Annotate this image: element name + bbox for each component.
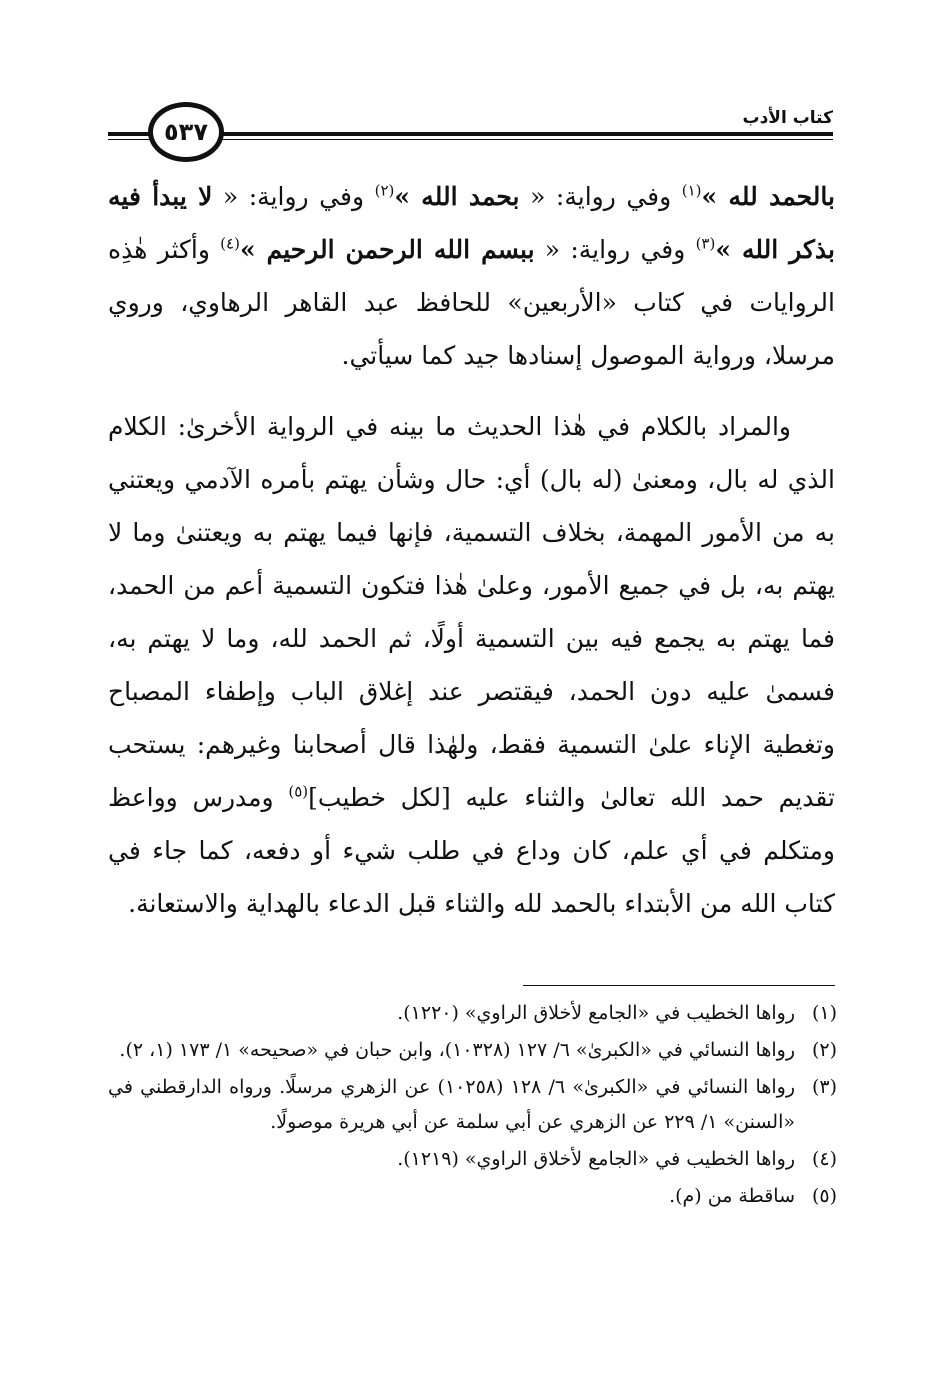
quote-text: بالحمد لله » [701, 182, 835, 211]
text-run: وفي رواية: « [519, 182, 682, 211]
footnote [108, 1033, 837, 1068]
footnote-text: ساقطة من (م). [669, 1185, 795, 1207]
footnote-ref: (١) [681, 181, 702, 200]
quote-text: لا يبدأ فيه بذكر الله » [108, 182, 835, 264]
footnote-separator [523, 985, 835, 986]
text-run: ومدرس وواعظ ومتكلم في أي علم، كان وداع في طلب شيء أو دفعه، كما جاء في كتاب الله من الأبتداء بالحمد لله والثناء قبل الدعاء بالهداية والاستعانة. [108, 783, 835, 918]
footnote-number: (٥) [811, 1185, 837, 1207]
quote-text: ببسم الله الرحمن الرحيم » [239, 235, 535, 264]
paragraph-1 [108, 170, 835, 382]
main-text [108, 170, 835, 930]
footnote-number: (٢) [811, 1039, 837, 1061]
footnote [108, 1070, 837, 1140]
footnote-ref: (٥) [288, 782, 309, 801]
footnote-number: (٤) [811, 1148, 837, 1170]
text-run: وأكثر هٰذِه الروايات في كتاب «الأربعين» للحافظ عبد القاهر الرهاوي، وروي مرسلا، ورواية الموصول إسنادها جيد كما سيأتي. [108, 235, 835, 370]
footnote-text: رواها النسائي في «الكبرىٰ» ٦/ ١٢٨ (١٠٢٥٨) عن الزهري مرسلًا. ورواه الدارقطني في «السنن» ١/ ٢٢٩ عن الزهري عن أبي سلمة عن أبي هريرة موصولًا. [108, 1076, 795, 1133]
page-header [108, 98, 833, 158]
footnote-number: (٣) [811, 1076, 837, 1098]
quote-text: بحمد الله » [394, 182, 520, 211]
footnote [108, 1179, 837, 1214]
footnote-text: رواها النسائي في «الكبرىٰ» ٦/ ١٢٧ (١٠٣٢٨)، وابن حبان في «صحيحه» ١/ ١٧٣ (١، ٢). [119, 1039, 795, 1061]
footnote-ref: (٢) [374, 181, 395, 200]
text-run: وفي رواية: « [534, 235, 696, 264]
footnotes [108, 996, 837, 1216]
footnote [108, 996, 837, 1031]
footnote-text: رواها الخطيب في «الجامع لأخلاق الراوي» (١٢٢٠). [397, 1002, 795, 1024]
paragraph-2 [108, 400, 835, 930]
footnote [108, 1142, 837, 1177]
footnote-ref: (٤) [220, 234, 240, 253]
page-number: ٥٣٧ [148, 102, 224, 162]
text-run: وفي رواية: « [212, 182, 375, 211]
footnote-ref: (٣) [695, 234, 716, 253]
footnote-number: (١) [811, 1002, 837, 1024]
footnote-text: رواها الخطيب في «الجامع لأخلاق الراوي» (١٢١٩). [397, 1148, 795, 1170]
running-title: كتاب الأدب [734, 108, 833, 128]
text-run: والمراد بالكلام في هٰذا الحديث ما بينه في الرواية الأخرىٰ: الكلام الذي له بال، ومعنىٰ (له بال) أي: حال وشأن يهتم بأمره الآدمي ويعتني به من الأمور المهمة، بخلاف التسمية، فإنها فيما يهتم به ويعتنىٰ وما لا يهتم به، بل في جميع الأمور، وعلىٰ هٰذا فتكون التسمية أعم من الحمد، فما يهتم به يجمع فيه بين التسمية أولًا، ثم الحمد لله، وما لا يهتم به، فسمىٰ عليه دون الحمد، فيقتصر عند إغلاق الباب وإطفاء المصباح وتغطية الإناء علىٰ التسمية فقط، ولهٰذا قال أصحابنا وغيرهم: يستحب تقديم حمد الله تعالىٰ والثناء عليه [لكل خطيب] [108, 412, 836, 812]
